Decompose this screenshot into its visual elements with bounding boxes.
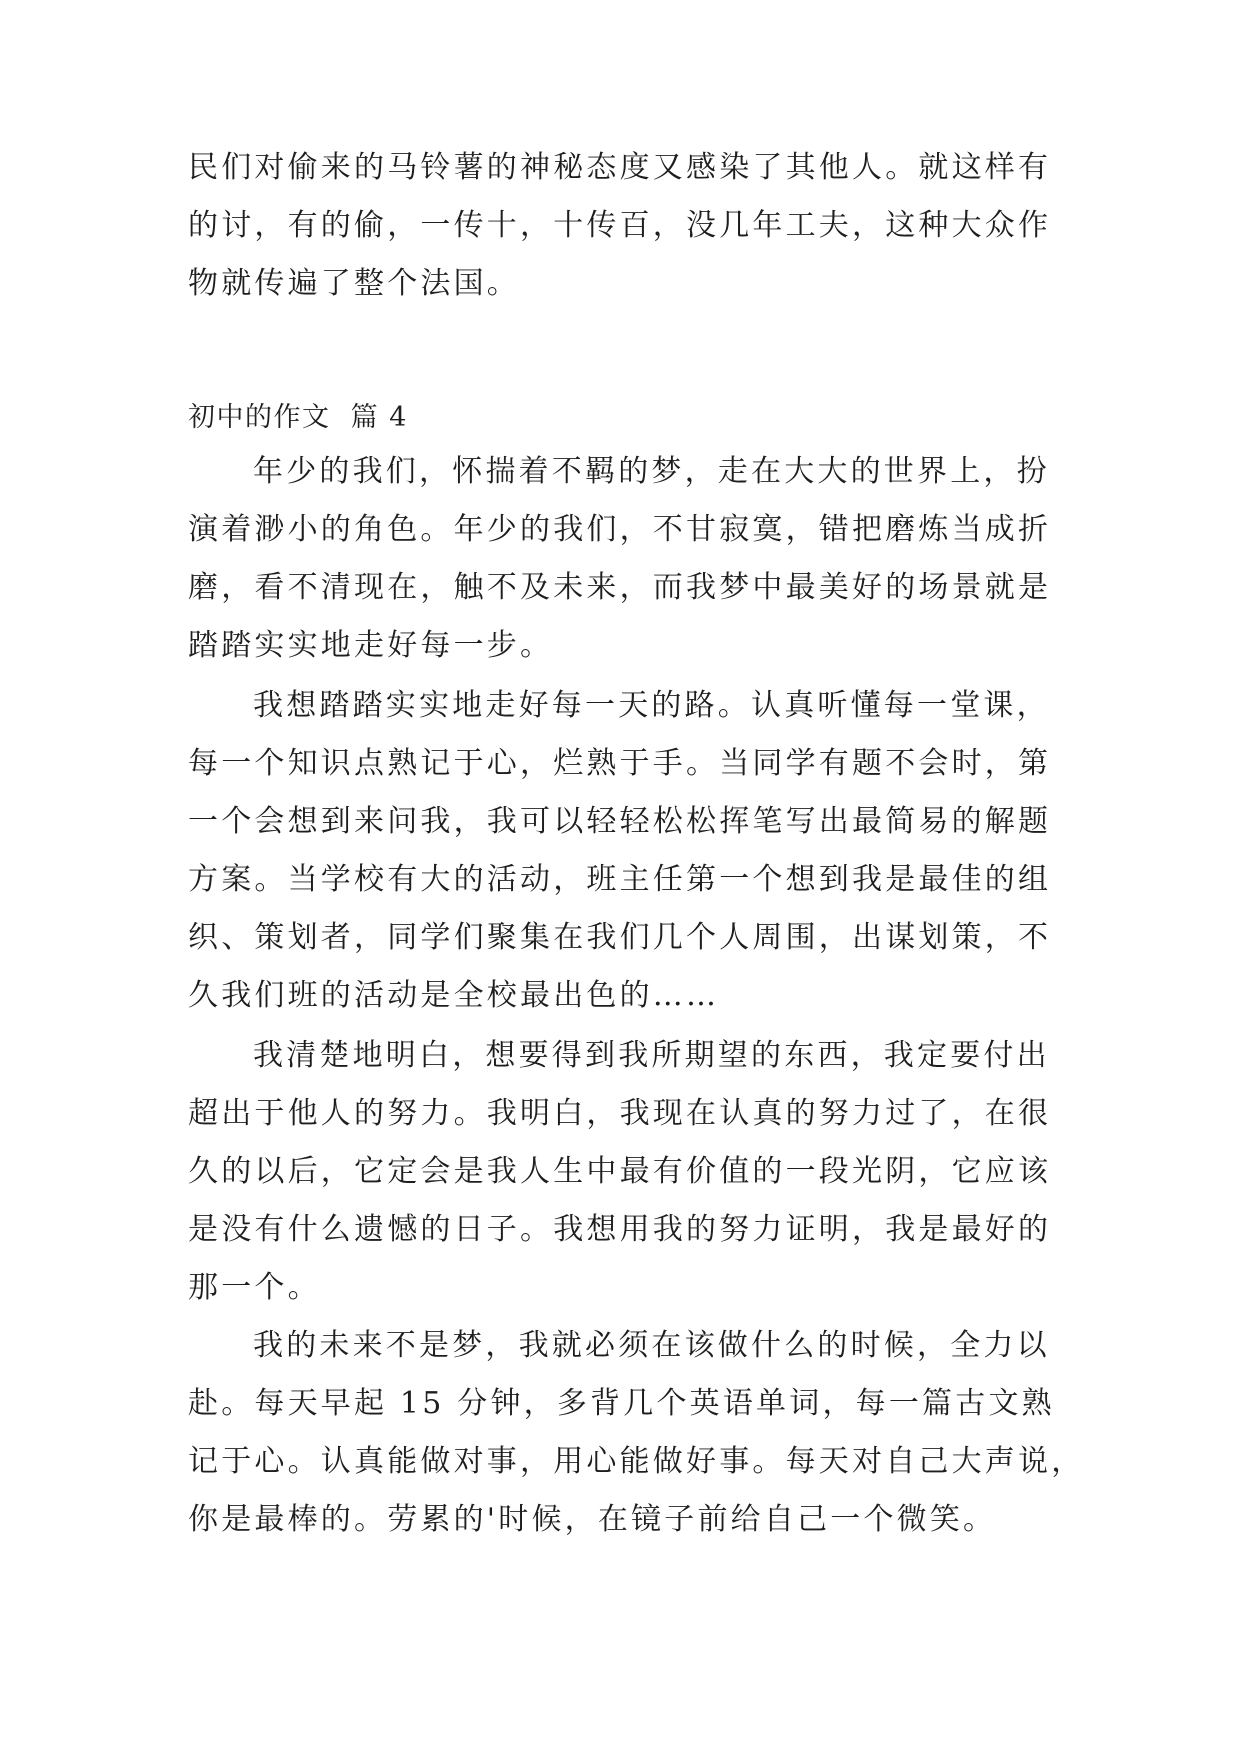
text-line: 超出于他人的努力。我明白，我现在认真的努力过了，在很 [188, 1096, 1052, 1131]
text-line: 踏踏实实地走好每一步。 [188, 628, 554, 663]
text-line: 民们对偷来的马铃薯的神秘态度又感染了其他人。就这样有 [188, 150, 1052, 185]
text-line: 久的以后，它定会是我人生中最有价值的一段光阴，它应该 [188, 1154, 1052, 1189]
text-line: 我的未来不是梦，我就必须在该做什么的时候，全力以 [253, 1328, 1050, 1363]
text-line: 织、策划者，同学们聚集在我们几个人周围，出谋划策，不 [188, 920, 1052, 955]
text-line: 磨，看不清现在，触不及未来，而我梦中最美好的场景就是 [188, 570, 1052, 605]
text-line: 你是最棒的。劳累的'时候，在镜子前给自己一个微笑。 [188, 1502, 997, 1537]
text-line: 赴。每天早起 15 分钟，多背几个英语单词，每一篇古文熟 [188, 1386, 1055, 1421]
text-line: 每一个知识点熟记于心，烂熟于手。当同学有题不会时，第 [188, 746, 1052, 781]
text-line: 演着渺小的角色。年少的我们，不甘寂寞，错把磨炼当成折 [188, 512, 1052, 547]
text-line: 我想踏踏实实地走好每一天的路。认真听懂每一堂课， [253, 688, 1050, 723]
text-line: 物就传遍了整个法国。 [188, 266, 520, 301]
text-line: 那一个。 [188, 1270, 321, 1305]
text-line: 记于心。认真能做对事，用心能做好事。每天对自己大声说， [188, 1444, 1085, 1479]
text-line: 年少的我们，怀揣着不羁的梦，走在大大的世界上，扮 [253, 454, 1050, 489]
text-line: 久我们班的活动是全校最出色的…… [188, 978, 720, 1013]
text-line: 我清楚地明白，想要得到我所期望的东西，我定要付出 [253, 1038, 1050, 1073]
text-line: 一个会想到来问我，我可以轻轻松松挥笔写出最简易的解题 [188, 804, 1052, 839]
text-line: 是没有什么遗憾的日子。我想用我的努力证明，我是最好的 [188, 1212, 1052, 1247]
text-line: 方案。当学校有大的活动，班主任第一个想到我是最佳的组 [188, 862, 1052, 897]
text-line: 的讨，有的偷，一传十，十传百，没几年工夫，这种大众作 [188, 208, 1052, 243]
section-heading: 初中的作文 篇 4 [188, 402, 408, 433]
